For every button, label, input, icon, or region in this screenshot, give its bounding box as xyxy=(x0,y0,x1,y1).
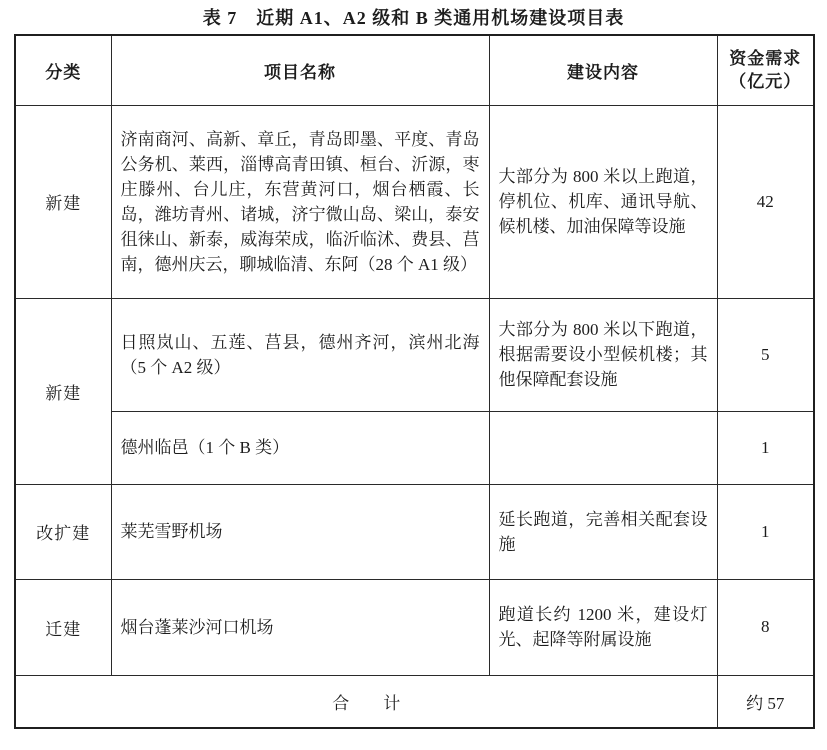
table-title: 表 7 近期 A1、A2 级和 B 类通用机场建设项目表 xyxy=(202,8,625,28)
total-label: 合 计 xyxy=(15,675,717,728)
header-construction-content: 建设内容 xyxy=(489,35,717,105)
header-category: 分类 xyxy=(15,35,111,105)
cell-project-new-a1: 济南商河、高新、章丘，青岛即墨、平度、青岛公务机、莱西，淄博高青田镇、桓台、沂源，枣庄滕州、台儿庄，东营黄河口，烟台栖霞、长岛，潍坊青州、诸城，济宁微山岛、梁山，泰安徂徕山、新泰，威海荣成，临沂临沭、费县、莒南，德州庆云，聊城临清、东阿（28 个 A1 级） xyxy=(111,105,489,298)
header-funding xyxy=(717,35,814,105)
cell-content-new-a2: 大部分为 800 米以下跑道，根据需要设小型候机楼；其他保障配套设施 xyxy=(489,298,717,411)
cell-content-relocate: 跑道长约 1200 米，建设灯光、起降等附属设施 xyxy=(489,579,717,675)
cell-project-new-a2: 日照岚山、五莲、莒县，德州齐河，滨州北海（5 个 A2 级） xyxy=(111,298,489,411)
cell-project-new-b: 德州临邑（1 个 B 类） xyxy=(111,411,489,484)
table-row xyxy=(15,411,814,484)
airport-projects-table xyxy=(14,34,815,729)
table-total-row xyxy=(15,675,814,728)
header-funding-line2: （亿元） xyxy=(729,72,802,92)
cell-category-relocate: 迁建 xyxy=(15,579,111,675)
cell-funding-relocate: 8 xyxy=(717,579,814,675)
cell-content-new-b xyxy=(489,411,717,484)
cell-funding-expand: 1 xyxy=(717,484,814,579)
cell-funding-new-a1: 42 xyxy=(717,105,814,298)
cell-content-expand: 延长跑道，完善相关配套设施 xyxy=(489,484,717,579)
cell-content-new-a1: 大部分为 800 米以上跑道，停机位、机库、通讯导航、候机楼、加油保障等设施 xyxy=(489,105,717,298)
cell-funding-new-b: 1 xyxy=(717,411,814,484)
cell-project-expand: 莱芜雪野机场 xyxy=(111,484,489,579)
total-value: 约 57 xyxy=(717,675,814,728)
cell-project-relocate: 烟台蓬莱沙河口机场 xyxy=(111,579,489,675)
cell-category-expand: 改扩建 xyxy=(15,484,111,579)
cell-category-new-a1: 新建 xyxy=(15,105,111,298)
cell-category-new-a2b: 新建 xyxy=(15,298,111,484)
header-project-name: 项目名称 xyxy=(111,35,489,105)
header-funding-line1: 资金需求 xyxy=(729,49,802,69)
cell-funding-new-a2: 5 xyxy=(717,298,814,411)
table-row xyxy=(15,579,814,675)
table-row xyxy=(15,298,814,411)
table-row xyxy=(15,484,814,579)
table-header-row xyxy=(15,35,814,105)
table-row xyxy=(15,105,814,298)
